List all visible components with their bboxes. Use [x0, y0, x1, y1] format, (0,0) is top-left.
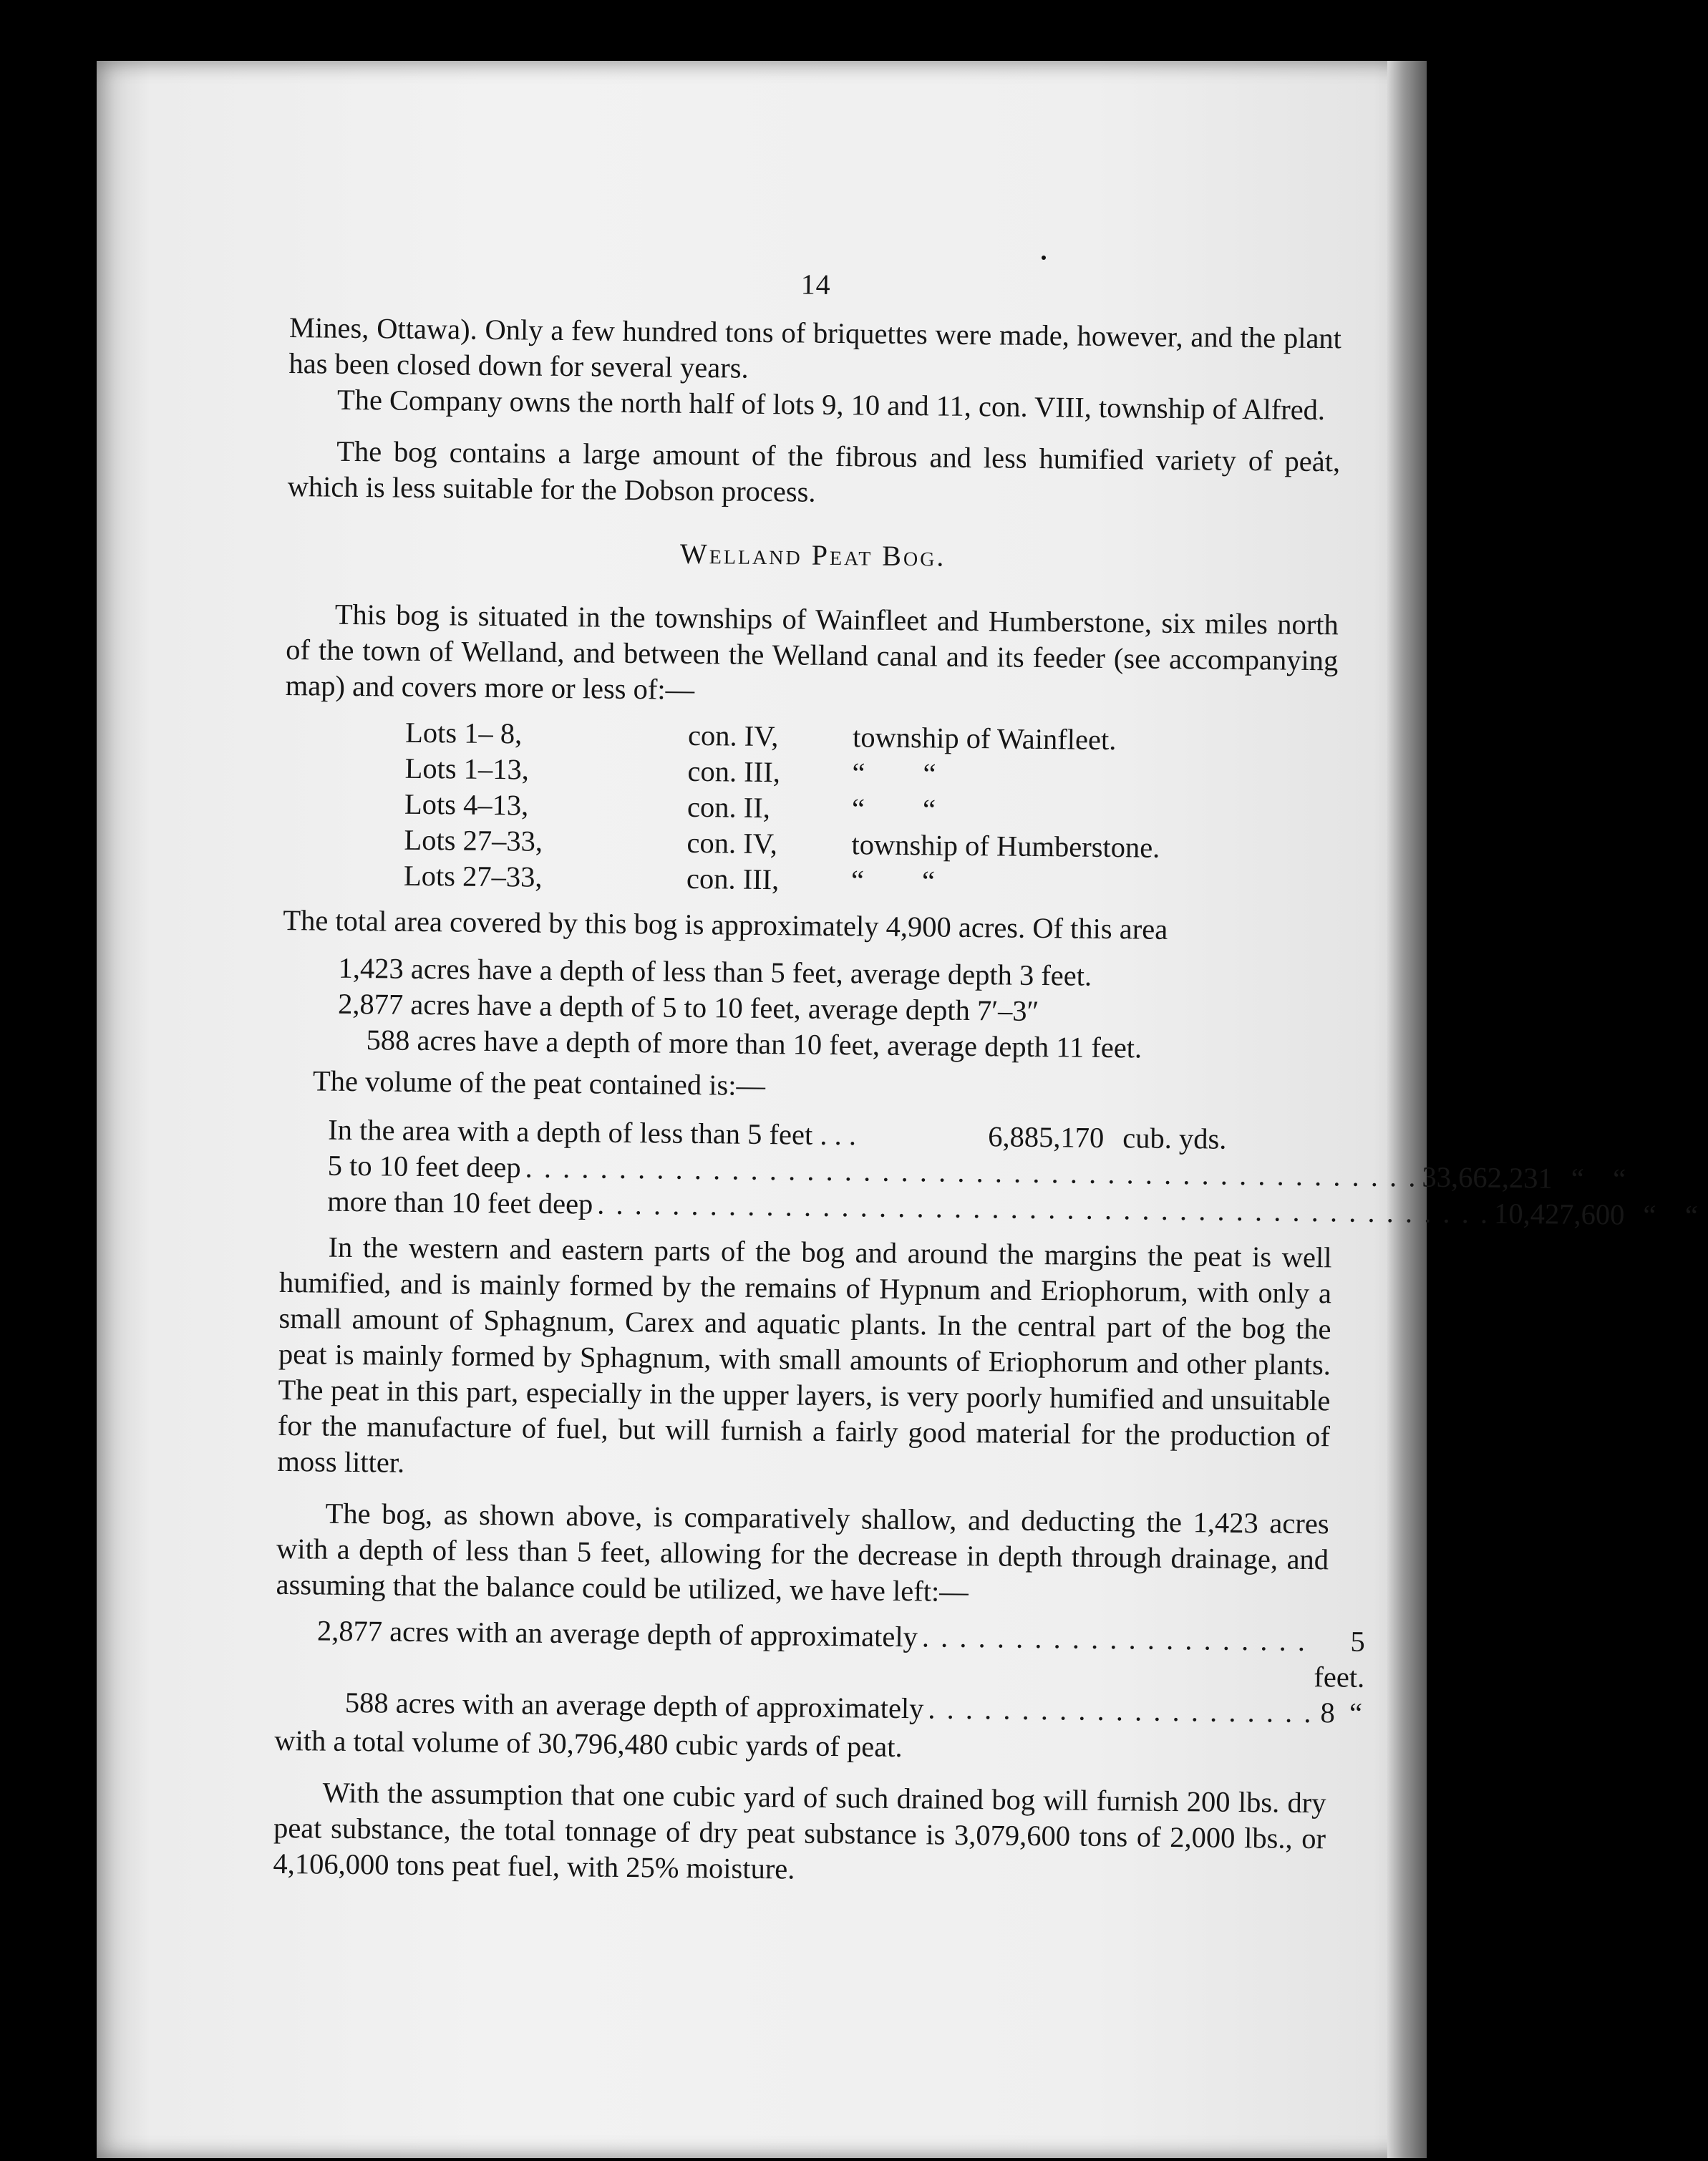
volume-value: 10,427,600	[1493, 1197, 1625, 1231]
volume-label: more than 10 feet deep	[327, 1185, 593, 1220]
document-page	[97, 61, 1699, 2158]
ownership-paragraph: The Company owns the north half of lots 9, 10 and 11, con. VIII, township of Alfred.	[336, 383, 1326, 427]
peat-variety-paragraph: The bog contains a large amount of the fibrous and less humified variety of peat, which is less suitable for the Dobson process.	[287, 434, 1341, 508]
lot-numbers: Lots 4–13,	[404, 787, 529, 822]
lot-numbers: Lots 27–33,	[404, 823, 543, 858]
lot-numbers: Lots 1–13,	[404, 752, 530, 786]
lot-township: “ “	[851, 792, 936, 826]
speck-mark	[1042, 256, 1046, 260]
volume-unit: cub. yds.	[1122, 1122, 1227, 1155]
lot-township: “ “	[850, 864, 936, 898]
dot-leader: . . . . . . . . . . . . . . . . . . . . .	[928, 1692, 1314, 1729]
volume-value: 33,662,231	[1422, 1160, 1553, 1195]
dot-leader: . . . . . . . . . . . . . . . . . . . . .	[921, 1621, 1308, 1657]
depth-list	[337, 951, 1334, 1069]
tonnage-paragraph: With the assumption that one cubic yard of such drained bog will furnish 200 lbs. dry peat substance, the total tonnage of dry peat substance is 3,079,600 tons of 2,000 lbs., or 4,106,000 tons peat fuel, with 25% moisture.	[273, 1776, 1326, 1885]
remaining-value: 8 “	[1320, 1696, 1363, 1729]
section-heading: Welland Peat Bog.	[679, 537, 946, 573]
total-volume-line: with a total volume of 30,796,480 cubic yards of peat.	[274, 1724, 903, 1764]
volume-table	[327, 1112, 1699, 1232]
page-text	[273, 261, 1699, 1893]
lot-concession: con. III,	[687, 754, 781, 789]
remaining-label: 2,877 acres with an average depth of approximately	[316, 1614, 918, 1653]
lot-concession: con. IV,	[686, 826, 778, 860]
remaining-value: 5 feet.	[1314, 1625, 1366, 1694]
lot-concession: con. II,	[686, 790, 771, 825]
lot-numbers: Lots 1– 8,	[404, 716, 523, 750]
intro-paragraph: Mines, Ottawa). Only a few hundred tons of briquettes were made, however, and the plant has been closed down for several years.	[288, 311, 1342, 384]
volume-intro: The volume of the peat contained is:—	[312, 1064, 766, 1102]
area-sentence: The total area covered by this bog is approximately 4,900 acres. Of this area	[283, 903, 1168, 946]
lot-concession: con. IV,	[687, 719, 779, 753]
volume-unit: “ “	[1643, 1198, 1699, 1232]
dot-leader: . . . . . . . . . . . . . . . . . . . . . . . . . . . . . . . . . . . . . . . . . . . . . . . .	[597, 1188, 1490, 1230]
lot-numbers: Lots 27–33,	[403, 859, 543, 893]
remaining-list	[316, 1613, 1366, 1730]
lot-township: “ “	[852, 757, 936, 790]
deduction-paragraph: The bog, as shown above, is comparatively shallow, and deducting the 1,423 acres with a depth of less than 5 feet, allowing for the decrease in depth through drainage, and assuming that the balance could be utilized, we have left:—	[276, 1497, 1329, 1608]
depth-row: 588 acres have a depth of more than 10 feet, average depth 11 feet.	[366, 1024, 1142, 1064]
dot-leader	[860, 1145, 964, 1146]
volume-value: 6,885,170	[988, 1120, 1105, 1154]
page-number: 14	[800, 268, 831, 301]
lot-township: township of Humberstone.	[851, 828, 1160, 864]
composition-paragraph: In the western and eastern parts of the bog and around the margins the peat is well humified, and is mainly formed by the remains of Hypnum and Eriophorum, with only a small amount of Sphagnum, Carex and aquatic plants. In the central part of the bog the peat is mainly formed by Sphagnum, with small amounts of Eriophorum and other plants. The peat in this part, especially in the upper layers, is very poorly humified and unsuitable for the manufacture of fuel, but will furnish a fairly good material for the production of moss litter.	[277, 1230, 1332, 1479]
depth-row: 2,877 acres have a depth of 5 to 10 feet, average depth 7′–3″	[337, 987, 1039, 1028]
depth-row: 1,423 acres have a depth of less than 5 feet, average depth 3 feet.	[338, 951, 1092, 992]
remaining-row	[316, 1613, 1366, 1694]
remaining-label: 588 acres with an average depth of approximately	[344, 1686, 924, 1725]
lots-list	[404, 715, 1338, 904]
book-gutter-shadow	[1387, 61, 1427, 2158]
dot-leader: . . . . . . . . . . . . . . . . . . . . . . . . . . . . . . . . . . . . . . . . . . . . . . . .	[525, 1151, 1418, 1193]
volume-label: In the area with a depth of less than 5 feet . . .	[328, 1113, 857, 1152]
location-paragraph: This bog is situated in the townships of Wainfleet and Humberstone, six miles north of the town of Welland, and between the Welland canal and its feeder (see accompanying map) and covers more or less of:—	[285, 598, 1339, 706]
volume-label: 5 to 10 feet deep	[327, 1149, 521, 1184]
volume-unit: “ “	[1571, 1162, 1626, 1195]
lot-concession: con. III,	[686, 862, 780, 896]
lot-township: township of Wainfleet.	[852, 721, 1117, 757]
